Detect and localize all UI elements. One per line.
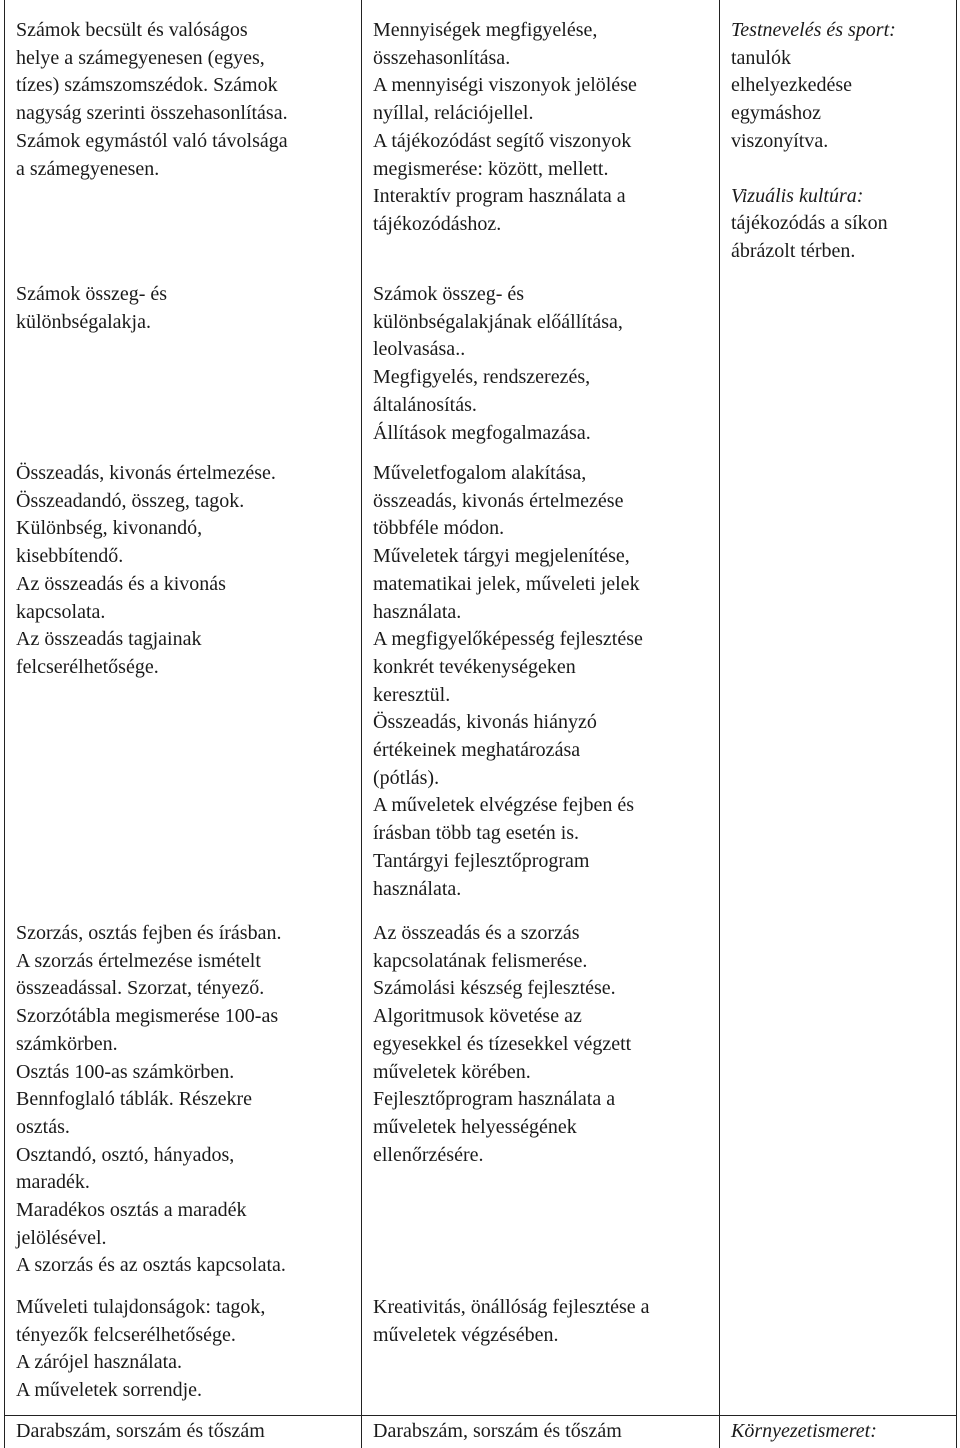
link-cell: [731, 1418, 953, 1446]
activity-line: leolvasása..: [373, 338, 466, 361]
activity-line: Tantárgyi fejlesztőprogram: [373, 849, 590, 872]
activity-line: matematikai jelek, műveleti jelek: [373, 572, 640, 595]
link-line: tájékozódás a síkon: [731, 212, 888, 235]
table-border-right: [956, 0, 957, 1448]
activity-line: műveletek helyességének: [373, 1115, 577, 1138]
link-line: egymáshoz: [731, 102, 821, 125]
activity-line: megismerése: között, mellett.: [373, 157, 609, 180]
activity-line: A megfigyelőképesség fejlesztése: [373, 628, 643, 651]
activity-line: műveletek végzésében.: [373, 1323, 559, 1346]
link-cell: [731, 17, 953, 266]
activity-line: Darabszám, sorszám és tőszám: [373, 1420, 622, 1442]
activity-line: A műveletek elvégzése fejben és: [373, 794, 634, 817]
topic-cell: [16, 281, 356, 336]
link-line: elhelyezkedése: [731, 74, 853, 97]
activity-line: használata.: [373, 877, 462, 900]
topic-line: nagyság szerinti összehasonlítása.: [16, 102, 288, 125]
link-subject: Vizuális kultúra:: [731, 184, 864, 207]
topic-line: jelölésével.: [16, 1226, 107, 1249]
topic-line: összeadással. Szorzat, tényező.: [16, 977, 265, 1000]
activity-line: Összeadás, kivonás hiányzó: [373, 711, 597, 734]
activity-line: Fejlesztőprogram használata a: [373, 1088, 616, 1111]
topic-line: Összeadás, kivonás értelmezése.: [16, 462, 276, 484]
activity-line: Kreativitás, önállóság fejlesztése a: [373, 1296, 650, 1318]
link-subject: Testnevelés és sport:: [731, 19, 896, 41]
activity-line: összeadás, kivonás értelmezése: [373, 489, 624, 512]
topic-line: Maradékos osztás a maradék: [16, 1199, 247, 1222]
row-divider: [4, 1415, 957, 1416]
link-line: ábrázolt térben.: [731, 239, 856, 262]
topic-line: Osztás 100-as számkörben.: [16, 1060, 235, 1083]
topic-line: Osztandó, osztó, hányados,: [16, 1143, 235, 1166]
activity-line: Számok összeg- és: [373, 283, 525, 305]
activity-line: különbségalakjának előállítása,: [373, 310, 623, 333]
activity-line: A tájékozódást segítő viszonyok: [373, 129, 632, 152]
activity-line: konkrét tevékenységeken: [373, 655, 576, 678]
topic-cell: [16, 920, 356, 1280]
activity-line: A mennyiségi viszonyok jelölése: [373, 74, 637, 97]
topic-line: Bennfoglaló táblák. Részekre: [16, 1088, 253, 1111]
activity-cell: [373, 460, 713, 903]
topic-line: A műveletek sorrendje.: [16, 1379, 203, 1402]
table-border-left: [4, 0, 5, 1448]
activity-line: általánosítás.: [373, 393, 477, 416]
topic-line: kisebbítendő.: [16, 545, 124, 568]
link-subject: Környezetismeret:: [731, 1420, 877, 1442]
topic-line: Összeadandó, összeg, tagok.: [16, 489, 245, 512]
activity-line: Számolási készség fejlesztése.: [373, 977, 616, 1000]
topic-line: Számok becsült és valóságos: [16, 19, 248, 41]
activity-cell: [373, 1418, 713, 1446]
topic-line: Számok egymástól való távolsága: [16, 129, 288, 152]
topic-line: osztás.: [16, 1115, 70, 1138]
topic-cell: [16, 17, 356, 183]
activity-line: Műveletfogalom alakítása,: [373, 462, 587, 484]
topic-line: A szorzás értelmezése ismételt: [16, 949, 261, 972]
activity-line: összehasonlítása.: [373, 46, 511, 69]
activity-line: Műveletek tárgyi megjelenítése,: [373, 545, 630, 568]
activity-line: használata.: [373, 600, 462, 623]
activity-line: (pótlás).: [373, 766, 440, 789]
activity-cell: [373, 920, 713, 1169]
activity-line: Interaktív program használata a: [373, 185, 626, 208]
topic-cell: [16, 1418, 356, 1446]
activity-line: többféle módon.: [373, 517, 505, 540]
activity-cell: [373, 281, 713, 447]
activity-cell: [373, 1294, 713, 1349]
activity-line: Megfigyelés, rendszerezés,: [373, 366, 591, 389]
activity-line: Az összeadás és a szorzás: [373, 922, 580, 944]
activity-line: nyíllal, relációjellel.: [373, 102, 534, 125]
activity-line: egyesekkel és tízesekkel végzett: [373, 1032, 632, 1055]
activity-line: Algoritmusok követése az: [373, 1005, 582, 1028]
topic-line: Az összeadás és a kivonás: [16, 572, 226, 595]
topic-line: Az összeadás tagjainak: [16, 628, 202, 651]
topic-line: helye a számegyenesen (egyes,: [16, 46, 265, 69]
topic-line: Szorzás, osztás fejben és írásban.: [16, 922, 282, 944]
topic-line: kapcsolata.: [16, 600, 106, 623]
activity-line: keresztül.: [373, 683, 451, 706]
topic-line: Darabszám, sorszám és tőszám: [16, 1420, 265, 1442]
topic-line: A zárójel használata.: [16, 1351, 183, 1374]
topic-line: felcserélhetősége.: [16, 655, 159, 678]
activity-line: Mennyiségek megfigyelése,: [373, 19, 598, 41]
activity-line: írásban több tag esetén is.: [373, 822, 580, 845]
topic-line: Számok összeg- és: [16, 283, 168, 305]
activity-line: ellenőrzésére.: [373, 1143, 484, 1166]
activity-line: értékeinek meghatározása: [373, 739, 581, 762]
link-line: viszonyítva.: [731, 129, 829, 152]
activity-line: műveletek körében.: [373, 1060, 531, 1083]
topic-cell: [16, 1294, 356, 1405]
topic-line: tízes) számszomszédok. Számok: [16, 74, 278, 97]
activity-line: tájékozódáshoz.: [373, 212, 502, 235]
topic-line: tényezők felcserélhetősége.: [16, 1323, 236, 1346]
topic-line: különbségalakja.: [16, 310, 151, 333]
topic-line: A szorzás és az osztás kapcsolata.: [16, 1254, 286, 1277]
topic-line: számkörben.: [16, 1032, 118, 1055]
topic-line: Műveleti tulajdonságok: tagok,: [16, 1296, 266, 1318]
column-divider-1: [361, 0, 362, 1448]
activity-line: kapcsolatának felismerése.: [373, 949, 588, 972]
topic-line: Szorzótábla megismerése 100-as: [16, 1005, 279, 1028]
topic-line: a számegyenesen.: [16, 157, 160, 180]
column-divider-2: [719, 0, 720, 1448]
topic-cell: [16, 460, 356, 682]
activity-line: Állítások megfogalmazása.: [373, 421, 591, 444]
topic-line: maradék.: [16, 1171, 90, 1194]
link-line: tanulók: [731, 46, 791, 69]
topic-line: Különbség, kivonandó,: [16, 517, 203, 540]
activity-cell: [373, 17, 713, 239]
